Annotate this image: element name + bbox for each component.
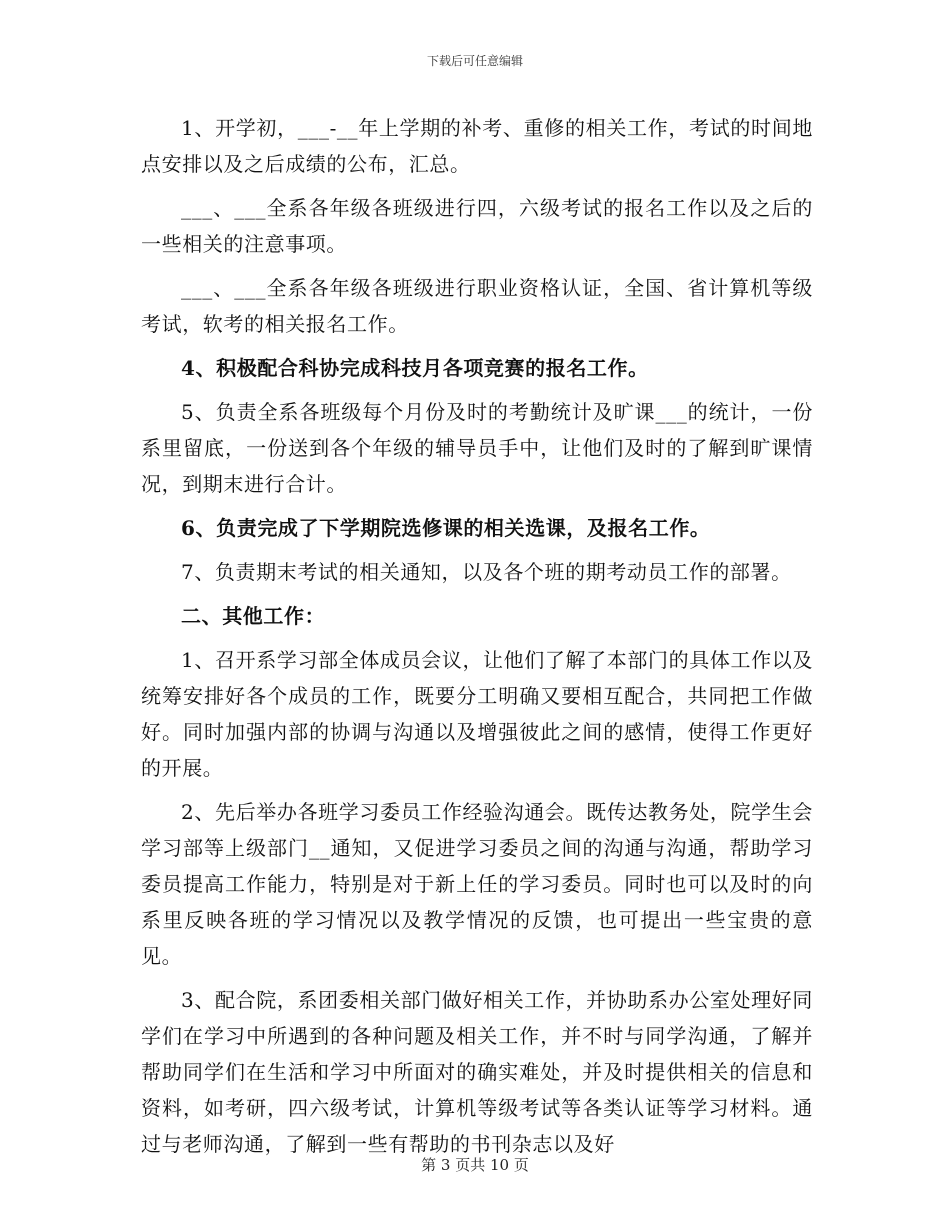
paragraph: 3、配合院，系团委相关部门做好相关工作，并协助系办公室处理好同学们在学习中所遇到的各种问题及相关工作，并不时与同学沟通，了解并帮助同学们在生活和学习中所面对的确实难处，并及时提供相关的信息和资料，如考研，四六级考试，计算机等级考试等各类认证等学习材料。通过与老师沟通，了解到一些有帮助的书刊杂志以及好 <box>141 988 813 1156</box>
paragraph: 6、负责完成了下学期院选修课的相关选课，及报名工作。 <box>181 516 711 540</box>
section-heading: 二、其他工作： <box>181 604 326 628</box>
page-number: 第 3 页共 10 页 <box>421 1156 529 1174</box>
paragraph: ___、___全系各年级各班级进行职业资格认证，全国、省计算机等级考试，软考的相关报名工作。 <box>141 276 813 336</box>
document-body <box>141 110 813 1170</box>
paragraph: 2、先后举办各班学习委员工作经验沟通会。既传达教务处，院学生会学习部等上级部门__通知，又促进学习委员之间的沟通与沟通，帮助学习委员提高工作能力，特别是对于新上任的学习委员。同时也可以及时的向系里反映各班的学习情况以及教学情况的反馈，也可提出一些宝贵的意见。 <box>141 800 813 968</box>
page-header: 下载后可任意编辑 <box>426 54 523 68</box>
paragraph: 5、负责全系各班级每个月份及时的考勤统计及旷课___的统计，一份系里留底，一份送到各个年级的辅导员手中，让他们及时的了解到旷课情况，到期末进行合计。 <box>141 400 813 496</box>
paragraph: 1、开学初，___-__年上学期的补考、重修的相关工作，考试的时间地点安排以及之后成绩的公布，汇总。 <box>141 116 813 176</box>
paragraph: 4、积极配合科协完成科技月各项竞赛的报名工作。 <box>181 356 649 380</box>
paragraph: 1、召开系学习部全体成员会议，让他们了解了本部门的具体工作以及统筹安排好各个成员的工作，既要分工明确又要相互配合，共同把工作做好。同时加强内部的协调与沟通以及增强彼此之间的感情，使得工作更好的开展。 <box>141 648 813 780</box>
paragraph: ___、___全系各年级各班级进行四，六级考试的报名工作以及之后的一些相关的注意事项。 <box>141 196 813 256</box>
paragraph: 7、负责期末考试的相关通知，以及各个班的期考动员工作的部署。 <box>181 560 792 584</box>
